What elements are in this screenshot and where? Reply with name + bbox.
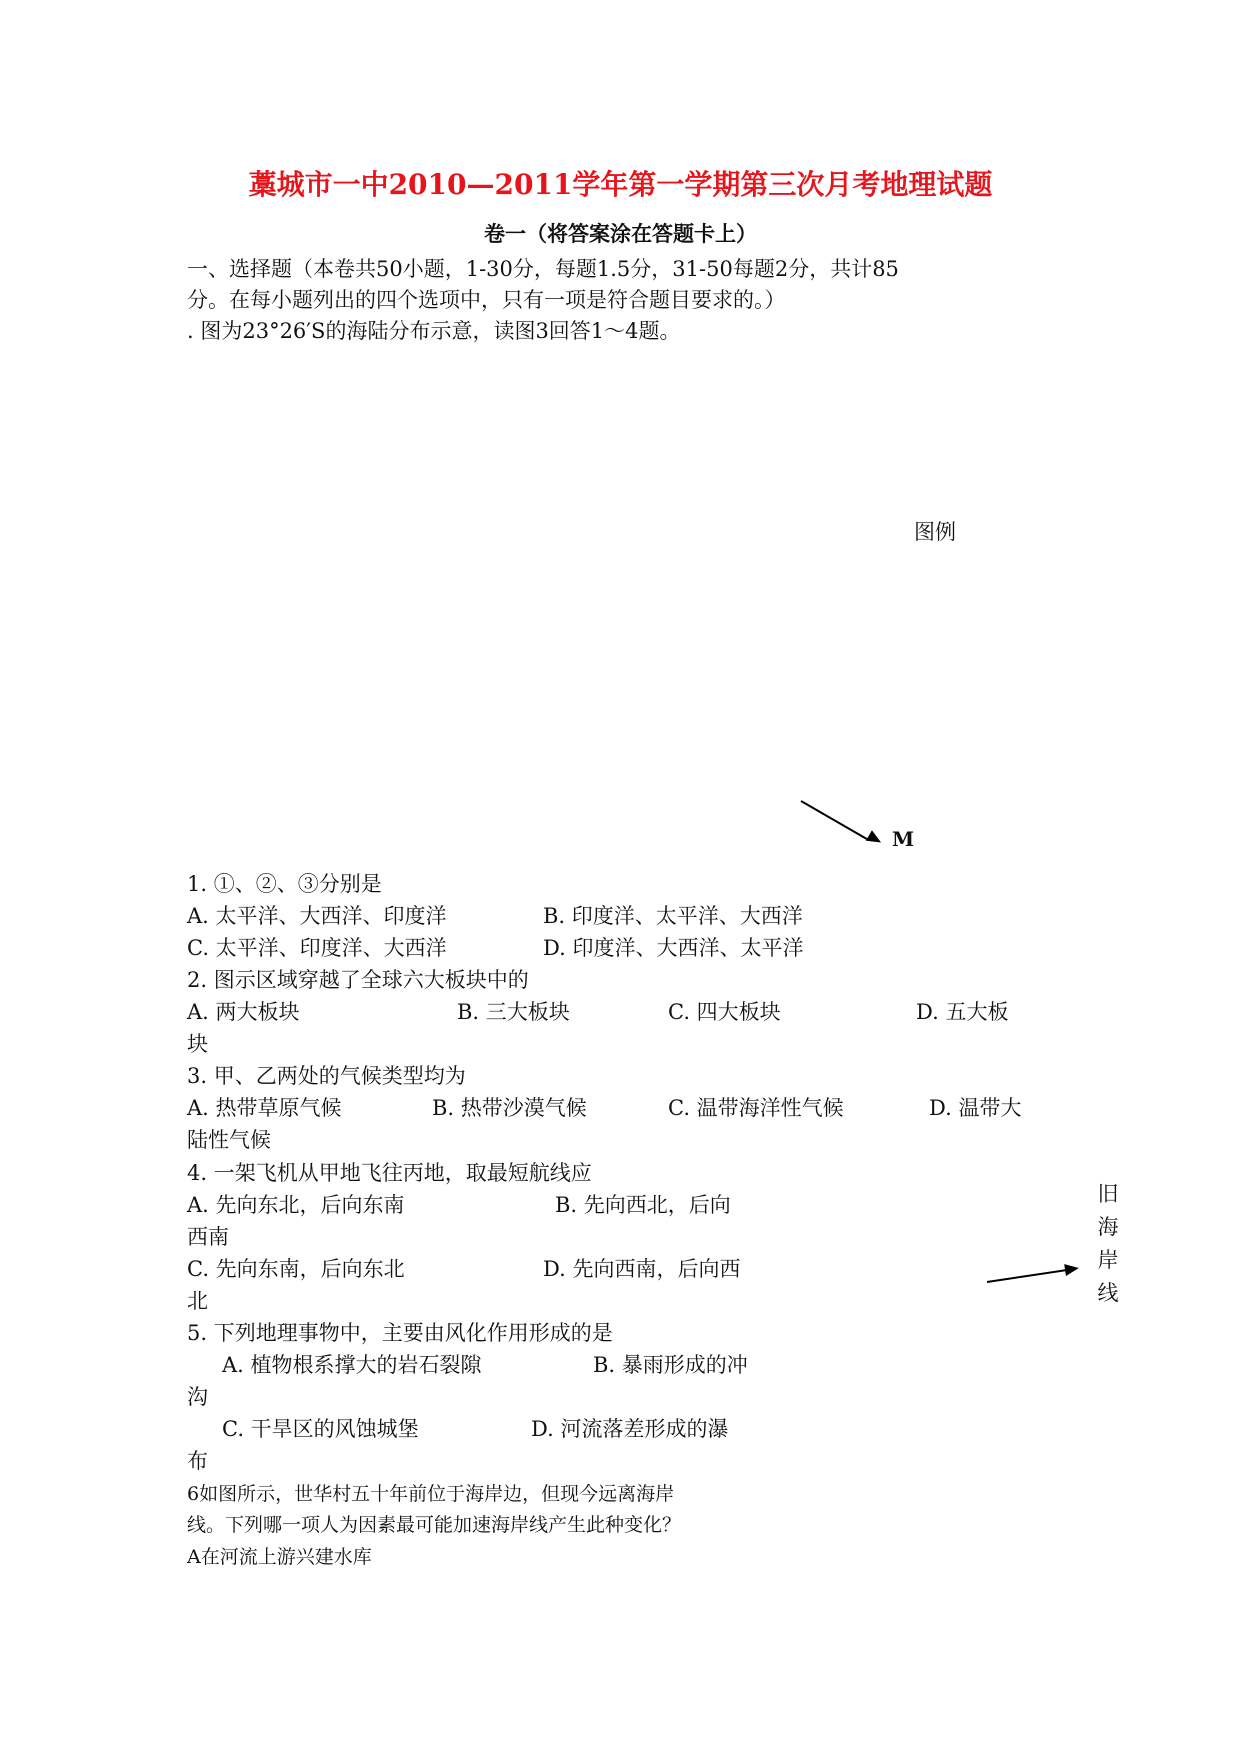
- q5-stem: 5. 下列地理事物中，主要由风化作用形成的是: [187, 1321, 613, 1345]
- q5-option-c: C. 干旱区的风蚀城堡: [222, 1417, 419, 1441]
- q5-option-a: A. 植物根系撑大的岩石裂隙: [222, 1353, 482, 1377]
- q5-option-d: D. 河流落差形成的瀑: [531, 1417, 729, 1441]
- q4-option-b: B. 先向西北，后向: [555, 1193, 731, 1217]
- page-title: 藁城市一中2010—2011学年第一学期第三次月考地理试题: [248, 168, 993, 201]
- intro-line-1: 一、选择题（本卷共50小题，1-30分，每题1.5分，31-50每题2分，共计85: [187, 257, 899, 281]
- q1-option-b: B. 印度洋、太平洋、大西洋: [543, 904, 803, 928]
- q4-option-d: D. 先向西南，后向西: [543, 1257, 741, 1281]
- old-shoreline-label: [1093, 1178, 1123, 1310]
- section-subtitle: 卷一（将答案涂在答题卡上）: [484, 221, 757, 246]
- q1-option-d: D. 印度洋、大西洋、太平洋: [543, 936, 804, 960]
- q5-option-b-wrap: 沟: [187, 1385, 208, 1409]
- q2-option-b: B. 三大板块: [457, 1000, 570, 1024]
- q4-option-c: C. 先向东南，后向东北: [187, 1257, 405, 1281]
- q4-option-d-wrap: 北: [187, 1289, 208, 1313]
- m-label: M: [892, 827, 915, 851]
- intro-line-2: 分。在每小题列出的四个选项中，只有一项是符合题目要求的。）: [187, 288, 786, 312]
- old-shoreline-char-4: 线: [1097, 1281, 1119, 1305]
- q2-option-d: D. 五大板: [916, 1000, 1009, 1024]
- q3-option-a: A. 热带草原气候: [187, 1096, 342, 1120]
- q2-option-a: A. 两大板块: [187, 1000, 300, 1024]
- q4-stem: 4. 一架飞机从甲地飞往丙地，取最短航线应: [187, 1161, 592, 1185]
- q4-option-b-wrap: 西南: [187, 1225, 229, 1249]
- q1-option-c: C. 太平洋、印度洋、大西洋: [187, 936, 447, 960]
- q3-option-d-wrap: 陆性气候: [187, 1128, 271, 1152]
- q3-option-b: B. 热带沙漠气候: [432, 1096, 587, 1120]
- q5-option-b: B. 暴雨形成的冲: [593, 1353, 748, 1377]
- q1-option-a: A. 太平洋、大西洋、印度洋: [187, 904, 447, 928]
- old-shoreline-char-2: 海: [1097, 1215, 1119, 1239]
- legend-label: 图例: [914, 520, 956, 544]
- intro-line-3: . 图为23°26′S的海陆分布示意，读图3回答1～4题。: [187, 319, 681, 343]
- q2-option-d-wrap: 块: [187, 1032, 208, 1056]
- q3-option-d: D. 温带大: [929, 1096, 1022, 1120]
- q1-stem: 1. ①、②、③分别是: [187, 872, 382, 896]
- old-shoreline-char-1: 旧: [1097, 1182, 1119, 1206]
- q3-option-c: C. 温带海洋性气候: [668, 1096, 844, 1120]
- q5-option-d-wrap: 布: [187, 1449, 208, 1473]
- q6-line-2: 线。下列哪一项人为因素最可能加速海岸线产生此种变化？: [187, 1514, 682, 1536]
- q4-option-a: A. 先向东北，后向东南: [187, 1193, 405, 1217]
- q2-option-c: C. 四大板块: [668, 1000, 781, 1024]
- q6-line-1: 6如图所示，世华村五十年前位于海岸边，但现今远离海岸: [187, 1483, 675, 1505]
- q6-option-a: A在河流上游兴建水库: [187, 1546, 372, 1568]
- old-shoreline-char-3: 岸: [1097, 1248, 1119, 1272]
- q3-stem: 3. 甲、乙两处的气候类型均为: [187, 1064, 466, 1088]
- q2-stem: 2. 图示区域穿越了全球六大板块中的: [187, 968, 529, 992]
